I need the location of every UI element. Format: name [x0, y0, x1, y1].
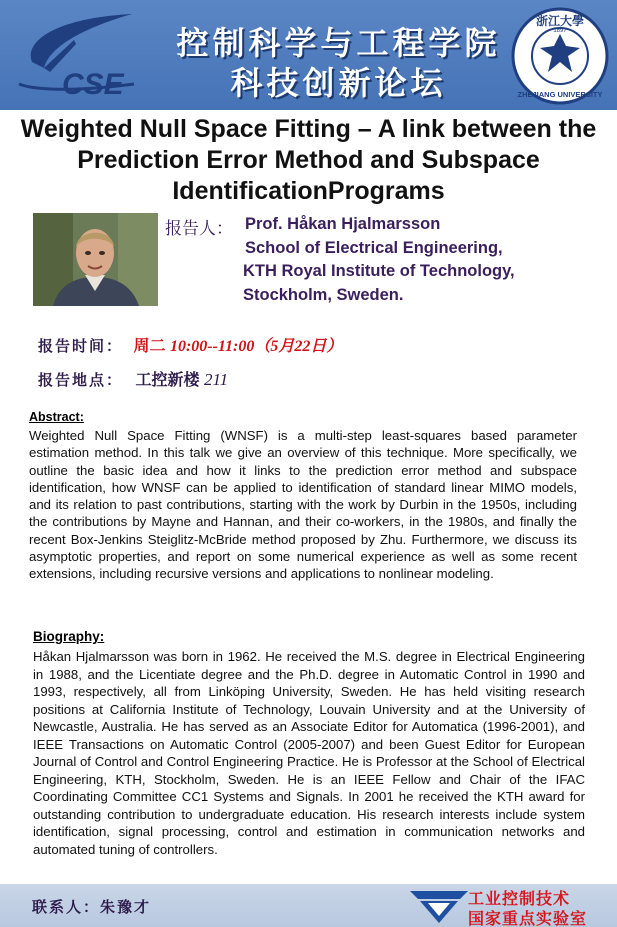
seal-year: 1897 [553, 28, 567, 34]
cse-logo-text: CSE [62, 68, 124, 100]
college-name: 控制科学与工程学院 [176, 24, 501, 62]
biography-heading: Biography: [33, 629, 105, 644]
speaker-name: Prof. Håkan Hjalmarsson [245, 215, 441, 233]
speaker-affiliation-1: School of Electrical Engineering, [245, 239, 503, 257]
time-day: 周二 [133, 336, 166, 355]
speaker-photo [33, 213, 158, 306]
speaker-affiliation-2: KTH Royal Institute of Technology, [243, 262, 515, 280]
lab-logo [408, 887, 470, 925]
title-line-3: IdentificationPrograms [172, 177, 445, 205]
seal-english-text: ZHEJIANG UNIVERSITY [517, 90, 603, 99]
place-value: 工控新楼 [135, 370, 200, 389]
speaker-label: 报告人： [165, 219, 233, 239]
speaker-affiliation-3: Stockholm, Sweden. [243, 286, 404, 304]
place-room: 211 [203, 370, 229, 389]
footer-bar [0, 884, 617, 927]
time-label: 报告时间： [38, 337, 124, 355]
title-line-2: Prediction Error Method and Subspace [77, 146, 540, 174]
seal-chinese-text: 浙江大學 [535, 14, 585, 28]
biography-text: Håkan Hjalmarsson was born in 1962. He received the M.S. degree in Electrical Engineering in 1988, and the Licentiate degree and the Ph.D. degree in Automatic Control in 1990 and 1993, respectively, all from Linköping University, Sweden. He has held visiting research positions at California Institute of Technology, Louvain University and at the University of Newcastle, Australia. He has served as an Associate Editor for Automatica (1996-2001), and IEEE Transactions on Automatic Control (2005-2007) and been Guest Editor for European Journal of Control and Control Engineering Practice. He is Professor at the School of Electrical Engineering, KTH, Stockholm, Sweden. He is an IEEE Fellow and Chair of the IFAC Coordinating Committee CC1 Systems and Signals. In 2001 he received the KTH award for outstanding contribution to undergraduate education. His research interests include system identification, signal processing, control and estimation in communication networks and automated tuning of controllers. [33, 649, 585, 857]
talk-title [0, 114, 617, 207]
contact-person: 联系人：朱豫才 [32, 898, 152, 916]
abstract-heading: Abstract: [29, 410, 84, 424]
abstract-text: Weighted Null Space Fitting (WNSF) is a multi-step least-squares based parameter estimation method. In this talk we give an overview of this technique. More specifically, we outline the basic idea and how it links to the prediction error method and subspace identification, how WNSF can be applied to identification of standard linear MIMO models, and its relation to past contributions, starting with the work by Durbin in the 1950s, including the contributions by Mayne and Hannan, and their co-workers, in the 1980s, and finally the recent Box-Jenkins Steiglitz-McBride method proposed by Zhu. Furthermore, we discuss its asymptotic properties, and report on some numerical experience as well as some recent extensions, including recursive versions and applications to nonlinear modeling. [29, 428, 577, 582]
lab-name-line-2: 国家重点实验室 [468, 909, 588, 927]
lab-name-line-1: 工业控制技术 [468, 889, 571, 908]
time-value: 10:00--11:00（5月22日） [169, 338, 343, 355]
header-banner [0, 0, 617, 110]
talk-time [38, 333, 342, 356]
talk-place [38, 367, 228, 390]
zju-seal [510, 6, 610, 106]
title-line-1: Weighted Null Space Fitting – A link between the [20, 115, 597, 143]
place-label: 报告地点： [38, 371, 124, 389]
forum-name: 科技创新论坛 [230, 64, 447, 102]
